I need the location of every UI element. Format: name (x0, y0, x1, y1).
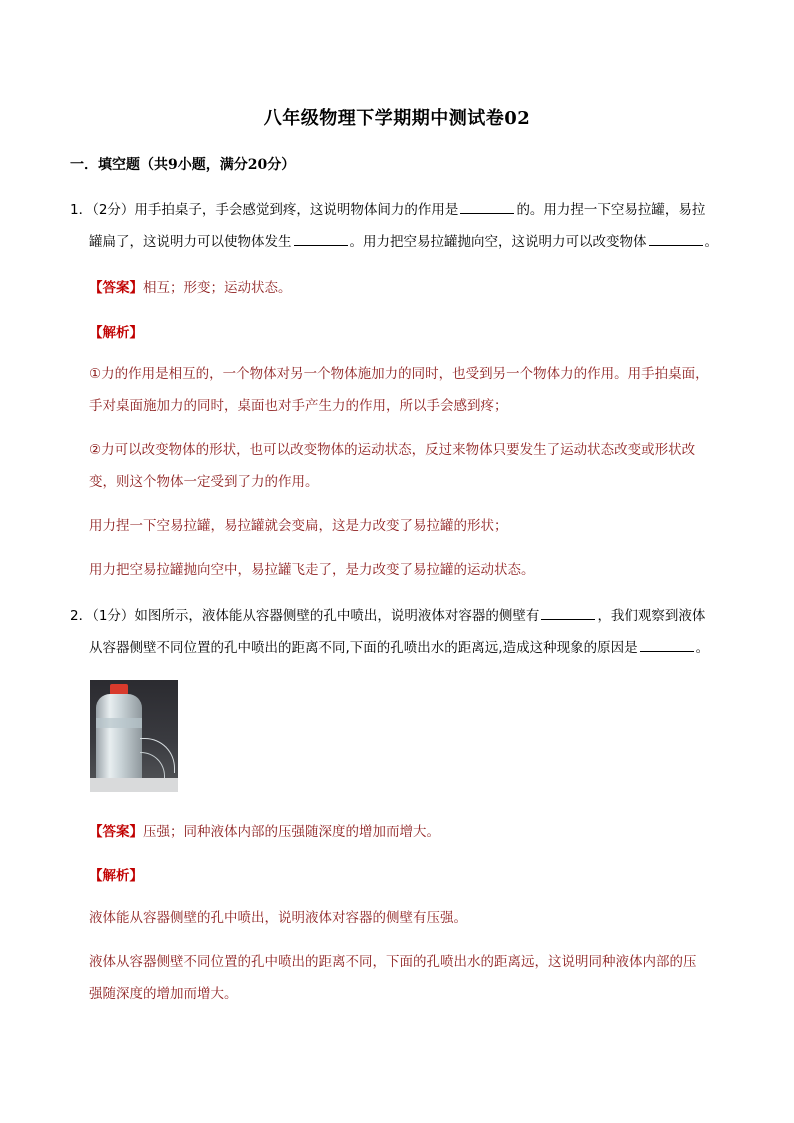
answer-blank (460, 199, 514, 214)
question-1-line-1: 1．（2分）用手拍桌子，手会感觉到疼，这说明物体间力的作用是 的。用力捏一下空易拉罐，易拉 (70, 194, 726, 226)
question-2-analysis-tag: 【解析】 (89, 868, 143, 884)
question-2-answer: 【答案】压强；同种液体内部的压强随深度的增加而增大。 (89, 824, 440, 840)
analysis-line: 液体能从容器侧壁的孔中喷出，说明液体对容器的侧壁有压强。 (89, 910, 467, 926)
answer-blank (649, 231, 703, 246)
question-1-answer: 【答案】相互；形变；运动状态。 (89, 280, 292, 296)
bottle-body (96, 694, 142, 784)
answer-blank (294, 231, 348, 246)
answer-blank (640, 637, 694, 652)
question-2-line-1: 2．（1分）如图所示，液体能从容器侧壁的孔中喷出，说明液体对容器的侧壁有 ，我们观察到液体 (70, 600, 726, 632)
analysis-line: ②力可以改变物体的形状，也可以改变物体的运动状态，反过来物体只要发生了运动状态改变或形状改 (89, 442, 696, 458)
analysis-line: 用力捏一下空易拉罐，易拉罐就会变扁，这是力改变了易拉罐的形状； (89, 518, 508, 534)
analysis-line: 手对桌面施加力的同时，桌面也对手产生力的作用，所以手会感到疼； (89, 398, 508, 414)
analysis-line: 用力把空易拉罐抛向空中，易拉罐飞走了，是力改变了易拉罐的运动状态。 (89, 562, 535, 578)
answer-blank (541, 605, 595, 620)
analysis-line: 强随深度的增加而增大。 (89, 986, 238, 1002)
water-bottle-photo (90, 680, 178, 792)
question-1-analysis-tag: 【解析】 (89, 325, 143, 341)
document-title: 八年级物理下学期期中测试卷02 (263, 108, 531, 129)
question-2-line-2: 从容器侧壁不同位置的孔中喷出的距离不同,下面的孔喷出水的距离远,造成这种现象的原因是 。 (70, 632, 726, 664)
analysis-line: 液体从容器侧壁不同位置的孔中喷出的距离不同，下面的孔喷出水的距离远，这说明同种液体内部的压 (89, 954, 697, 970)
question-1 (70, 194, 726, 258)
analysis-line: 变，则这个物体一定受到了力的作用。 (89, 474, 319, 490)
answer-tag: 【答案】 (89, 824, 143, 840)
answer-tag: 【答案】 (89, 280, 143, 296)
section-heading: 一．填空题（共9小题，满分20分） (70, 157, 296, 173)
question-1-analysis (89, 358, 729, 586)
question-1-line-2: 罐扁了，这说明力可以使物体发生 。用力把空易拉罐抛向空，这说明力可以改变物体 。 (70, 226, 726, 258)
question-2 (70, 600, 726, 664)
question-2-analysis (89, 902, 729, 1010)
analysis-line: ①力的作用是相互的，一个物体对另一个物体施加力的同时，也受到另一个物体力的作用。用手拍桌面， (89, 366, 709, 382)
